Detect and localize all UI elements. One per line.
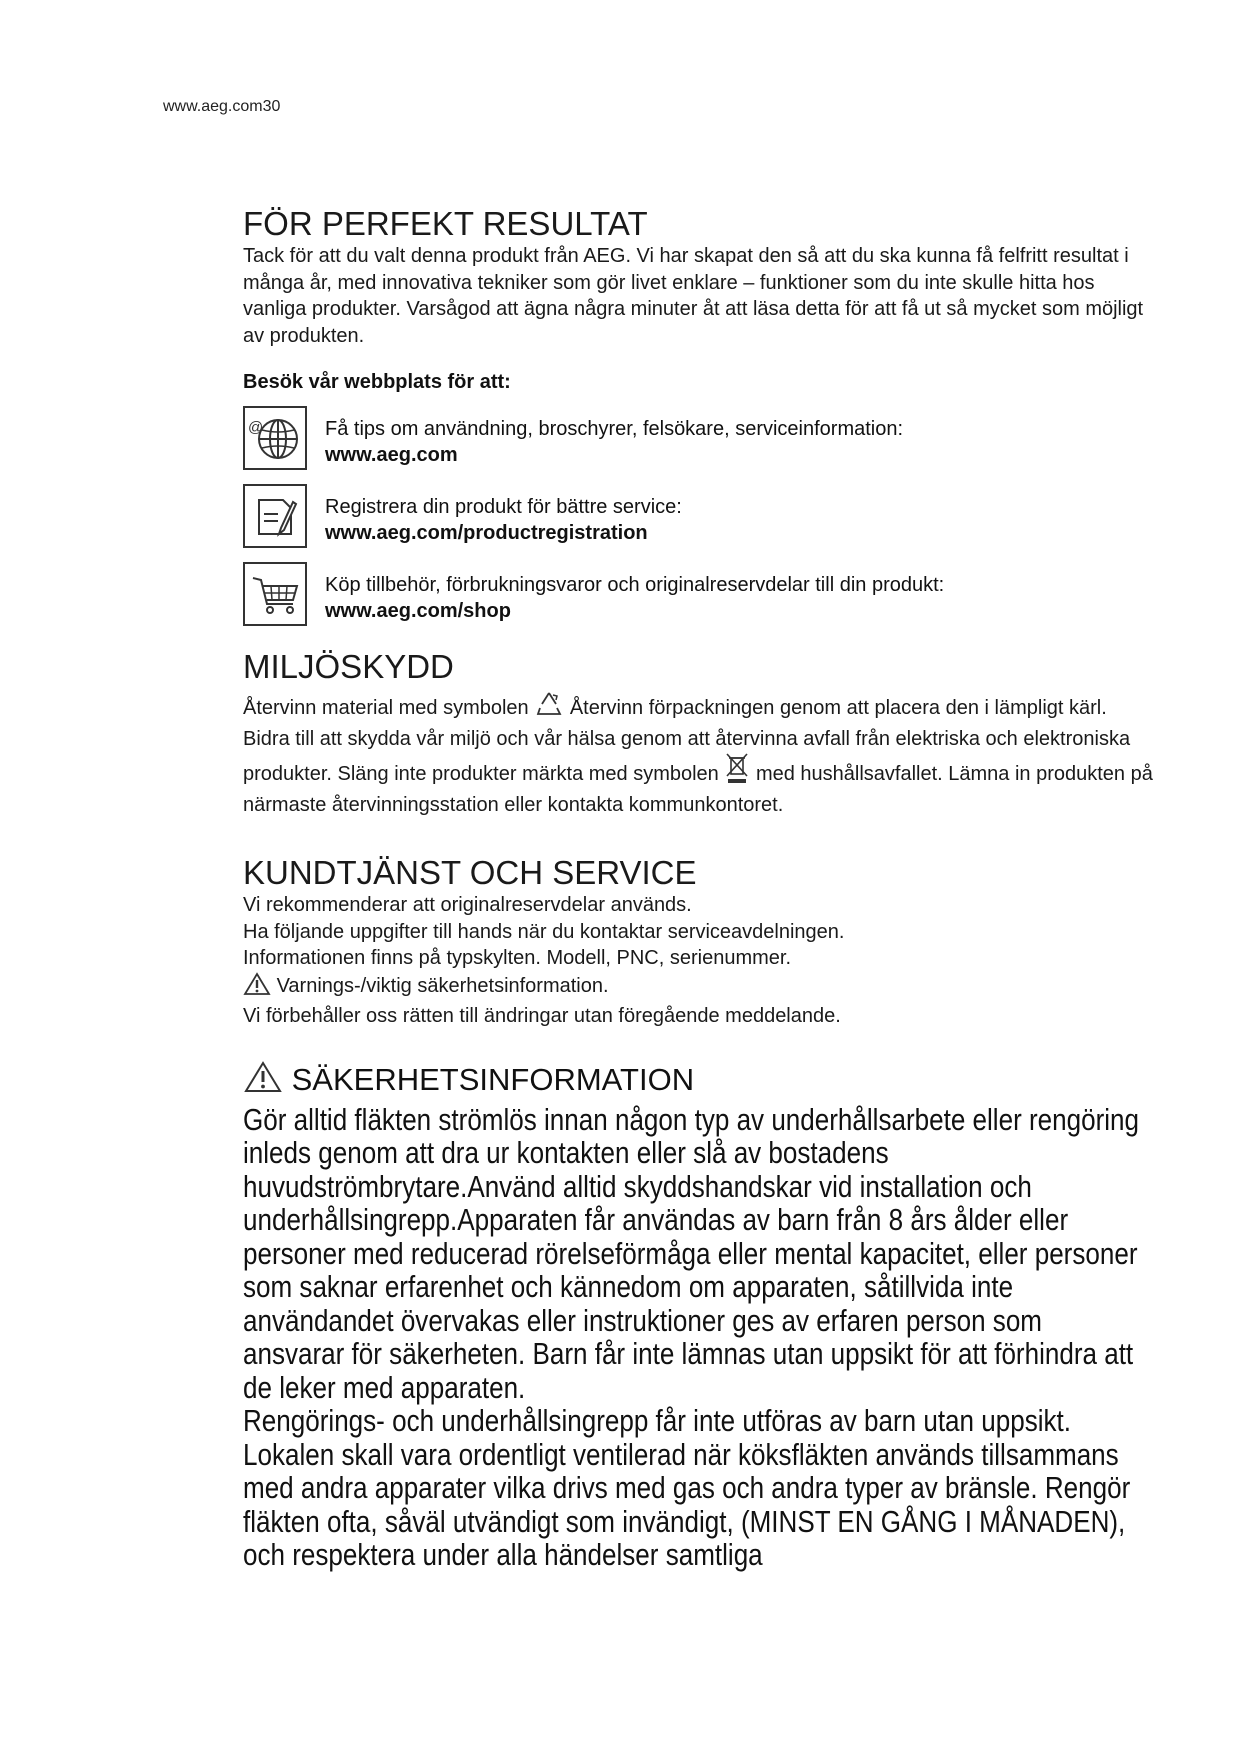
link-row-shop <box>243 562 1163 628</box>
section-title: FÖR PERFEKT RESULTAT <box>243 205 648 242</box>
service-last-line: Vi förbehåller oss rätten till ändringar utan föregående meddelande. <box>243 1005 841 1027</box>
safety-paragraph: Rengörings- och underhållsingrepp får inte utföras av barn utan uppsikt. Lokalen skall vara ordentligt ventilerad när köksfläkten används tillsammans med andra apparater vilka drivs med gas och andra typer av bränsle. Rengör fläkten ofta, såväl utvändigt som invändigt, (MINST EN GÅNG I MÅNADEN), och respektera under alla händelser samtliga <box>243 1403 1131 1572</box>
safety-paragraph: Gör alltid fläkten strömlös innan någon typ av underhållsarbete eller rengöring inleds genom att dra ur kontakten eller slå av bostadens huvudströmbrytare.Använd alltid skyddshandskar vid installation och underhållsingrepp.Apparaten får användas av barn från 8 års ålder eller personer med reducerad rörelseförmåga eller mental kapacitet, eller personer som saknar erfarenhet och kännedom om apparaten, såtillvida inte användandet övervakas eller instruktioner ges av erfaren person som ansvarar för säkerheten. Barn får inte lämnas utan uppsikt för att förhindra att de leker med apparaten. <box>243 1101 1140 1405</box>
registration-form-icon <box>243 484 307 548</box>
crossed-bin-icon <box>724 752 750 792</box>
manual-content <box>243 205 1163 1572</box>
warning-icon <box>243 1060 283 1103</box>
recycle-icon <box>534 690 564 726</box>
section-title: MILJÖSKYDD <box>243 648 454 685</box>
shopping-cart-icon <box>243 562 307 626</box>
safety-title <box>243 1060 1163 1103</box>
link-label-shop: Köp tillbehör, förbrukningsvaror och originalreservdelar till din produkt: <box>325 574 945 596</box>
weee-text-start: Bidra till att skydda vår miljö och vår hälsa genom att återvinna avfall från elektriska och elektroniska produkter. Släng inte produkter märkta med symbolen <box>243 727 1131 785</box>
safety-section <box>243 1060 1163 1572</box>
link-row-tips <box>243 406 1163 472</box>
service-line: Ha följande uppgifter till hands när du kontaktar serviceavdelningen. <box>243 920 845 943</box>
globe-icon <box>243 406 307 470</box>
section-title: KUNDTJÄNST OCH SERVICE <box>243 854 697 891</box>
link-label-tips: Få tips om användning, broschyrer, felsökare, serviceinformation: <box>325 418 904 440</box>
recycle-text-start: Återvinn material med symbolen <box>243 697 529 719</box>
page-header-url: www.aeg.com30 <box>163 98 281 115</box>
service-line: Vi rekommenderar att originalreservdelar används. <box>243 894 692 916</box>
environment-section <box>243 648 1163 818</box>
warning-info-text: Varnings-/viktig säkerhetsinformation. <box>276 974 609 997</box>
warning-icon <box>243 972 271 1004</box>
service-section <box>243 854 1163 1030</box>
recycle-paragraph <box>243 690 1163 726</box>
link-shop[interactable]: www.aeg.com/shop <box>325 600 511 622</box>
service-line: Informationen finns på typskylten. Modell, PNC, serienummer. <box>243 947 792 969</box>
link-product-registration[interactable]: www.aeg.com/productregistration <box>325 522 648 544</box>
svg-text:@: @ <box>248 419 264 436</box>
link-label-registration: Registrera din produkt för bättre service: <box>325 496 682 518</box>
safety-title-text: SÄKERHETSINFORMATION <box>291 1061 695 1097</box>
recycle-text-end: Återvinn förpackningen genom att placera den i lämpligt kärl. <box>569 697 1107 719</box>
weee-paragraph <box>243 726 1163 819</box>
warning-info-line <box>243 972 1163 1004</box>
intro-paragraph: Tack för att du valt denna produkt från AEG. Vi har skapat den så att du ska kunna få felfritt resultat i många år, med innovativa tekniker som gör livet enklare – funktioner som du inte skulle hitta hos vanliga produkter. Varsågod att ägna några minuter åt att läsa detta för att få ut så mycket som möjligt av produkten. <box>243 245 1144 347</box>
weee-text-end: med hushållsavfallet. Lämna in produkten på närmaste återvinningsstation eller kontakta kommunkontoret. <box>243 763 1153 816</box>
link-row-registration <box>243 484 1163 550</box>
visit-heading: Besök vår webbplats för att: <box>243 371 511 393</box>
perfect-result-section <box>243 205 1163 628</box>
link-aeg-com[interactable]: www.aeg.com <box>325 444 458 466</box>
